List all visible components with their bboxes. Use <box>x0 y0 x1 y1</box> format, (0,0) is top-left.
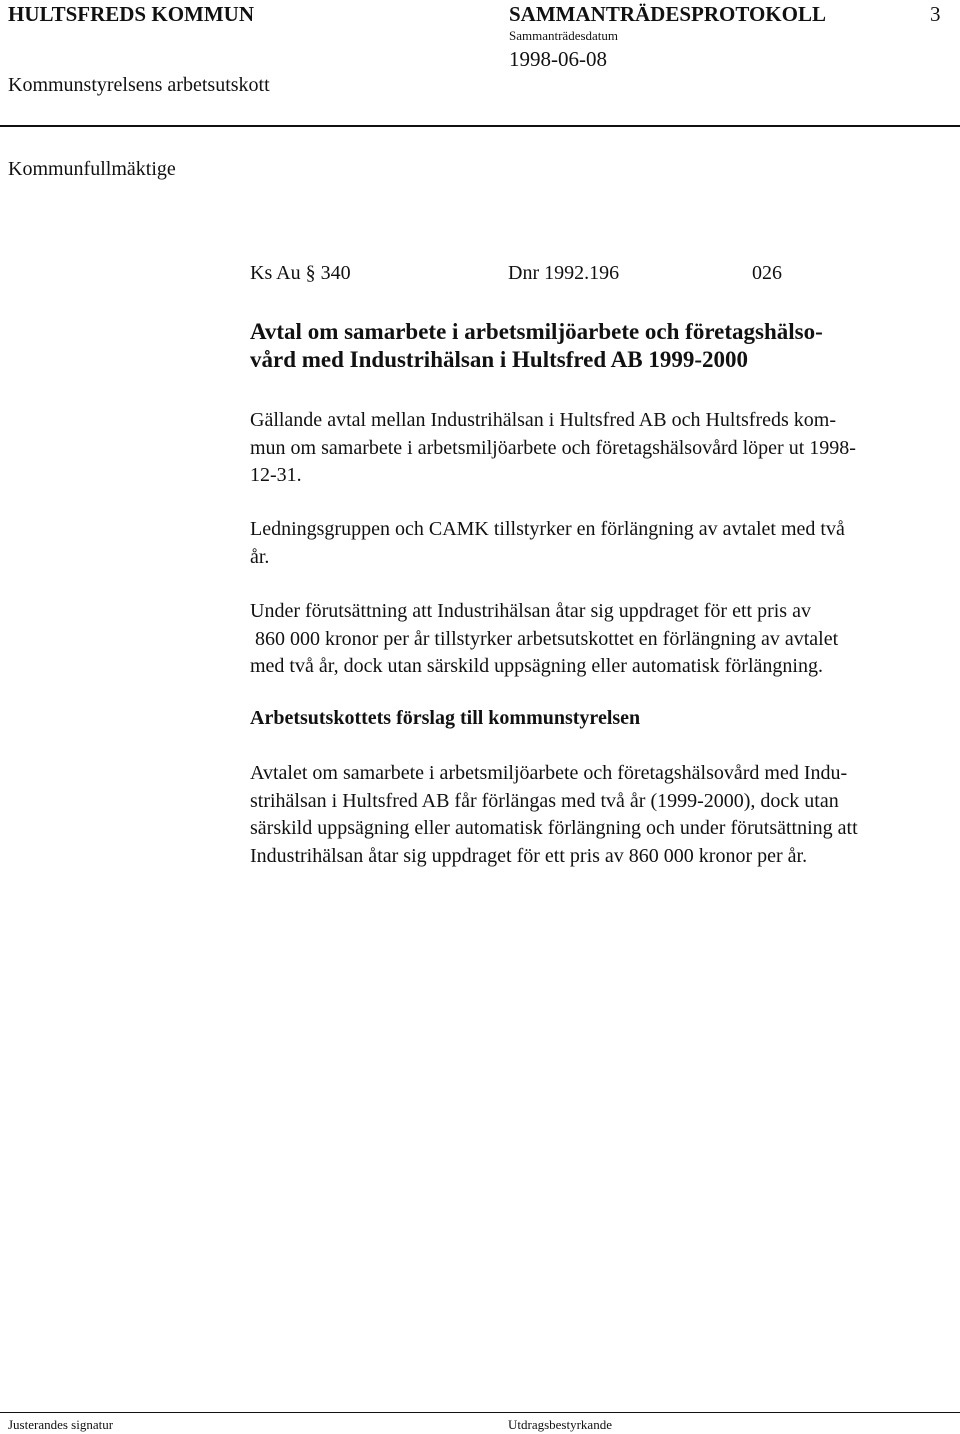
item-title <box>250 318 823 374</box>
paragraph-line: 860 000 kronor per år tillstyrker arbetsutskottet en förlängning av avtalet <box>250 627 839 650</box>
meeting-date-label: Sammanträdesdatum <box>509 28 619 43</box>
signature-label: Justerandes signatur <box>8 1417 114 1432</box>
paragraph-line: Industrihälsan åtar sig uppdraget för ett pris av 860 000 kronor per år. <box>250 844 808 867</box>
page-number: 3 <box>930 2 941 26</box>
paragraph-line: 12-31. <box>250 464 302 486</box>
footer-divider <box>0 1412 960 1413</box>
paragraph-line: Ledningsgruppen och CAMK tillstyrker en förlängning av avtalet med två <box>250 518 845 540</box>
paragraph-current-agreement <box>250 407 856 490</box>
proposal-heading: Arbetsutskottets förslag till kommunstyrelsen <box>250 707 641 729</box>
paragraph-line: strihälsan i Hultsfred AB får förlängas med två år (1999-2000), dock utan <box>250 789 839 812</box>
paragraph-line: Under förutsättning att Industrihälsan åtar sig uppdraget för ett pris av <box>250 600 811 622</box>
committee-name: Kommunstyrelsens arbetsutskott <box>8 74 270 96</box>
dnr-code: 026 <box>752 262 782 284</box>
protocol-title: SAMMANTRÄDESPROTOKOLL <box>509 2 826 26</box>
paragraph-line: år. <box>250 545 270 568</box>
paragraph-line: Gällande avtal mellan Industrihälsan i Hultsfred AB och Hultsfreds kom- <box>250 409 836 431</box>
paragraph-recommendation <box>250 516 845 571</box>
meeting-date: 1998-06-08 <box>509 47 607 71</box>
recipient: Kommunfullmäktige <box>8 158 176 180</box>
paragraph-line: med två år, dock utan särskild uppsägning eller automatisk förlängning. <box>250 655 823 677</box>
item-title-line: Avtal om samarbete i arbetsmiljöarbete och företagshälso- <box>250 319 823 344</box>
municipality-name: HULTSFREDS KOMMUN <box>8 2 255 26</box>
item-title-line: vård med Industrihälsan i Hultsfred AB 1999-2000 <box>250 347 748 372</box>
paragraph-line: särskild uppsägning eller automatisk förlängning och under förutsättning att <box>250 817 858 839</box>
paragraph-line: Avtalet om samarbete i arbetsmiljöarbete och företagshälsovård med Indu- <box>250 762 848 784</box>
dnr-number: Dnr 1992.196 <box>508 262 620 284</box>
case-reference: Ks Au § 340 <box>250 262 351 284</box>
paragraph-condition <box>250 598 838 681</box>
certification-label: Utdragsbestyrkande <box>508 1417 612 1432</box>
paragraph-line: mun om samarbete i arbetsmiljöarbete och företagshälsovård löper ut 1998- <box>250 436 856 459</box>
proposal-body <box>250 760 858 870</box>
header-divider <box>0 125 960 127</box>
